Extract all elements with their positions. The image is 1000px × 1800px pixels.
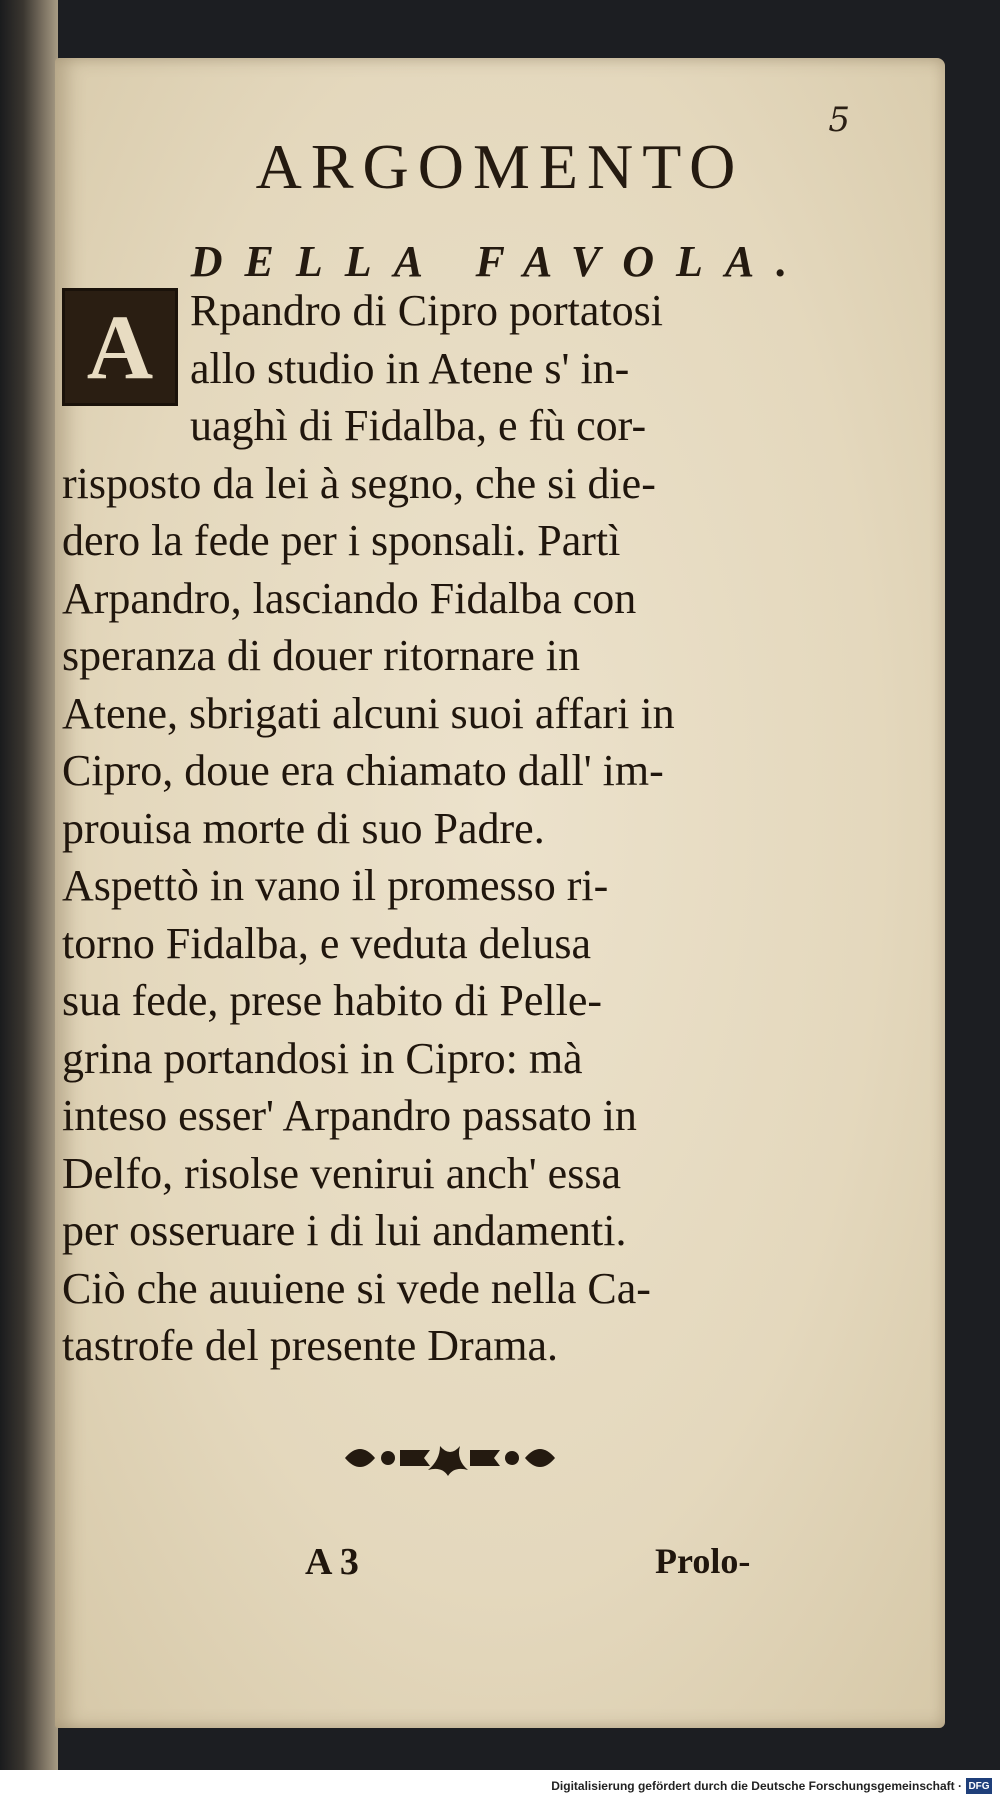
text-line: inteso esser' Arpandro passato in [62, 1091, 637, 1140]
page-number: 5 [828, 100, 850, 140]
printer-ornament [340, 1438, 560, 1480]
text-line: Delfo, risolse venirui anch' essa [62, 1148, 621, 1198]
page-subtitle: DELLA FAVOLA. [190, 237, 810, 286]
text-line: Rpandro di Cipro portatosi [190, 286, 663, 335]
text-line: Atene, sbrigati alcuni suoi affari in [62, 688, 675, 738]
footer-bar [0, 1770, 1000, 1800]
drop-cap-initial: A [62, 288, 178, 406]
text-line: allo studio in Atene s' in- [190, 343, 630, 393]
text-line: prouisa morte di suo Padre. [62, 803, 545, 853]
text-line: risposto da lei à segno, che si die- [62, 458, 656, 508]
text-line: Cipro, doue era chiamato dall' im- [62, 746, 664, 795]
dfg-logo-icon: DFG [966, 1778, 992, 1794]
text-line: Ciò che auuiene si vede nella Ca- [62, 1263, 651, 1313]
catchword: Prolo- [655, 1541, 751, 1581]
page-title: ARGOMENTO [255, 131, 745, 202]
text-line: torno Fidalba, e veduta delusa [62, 918, 592, 968]
text-line: per osseruare i di lui andamenti. [62, 1206, 627, 1255]
text-line: tastrofe del presente Drama. [62, 1321, 558, 1370]
text-line: sua fede, prese habito di Pelle- [62, 976, 603, 1025]
signature-mark: A 3 [305, 1541, 359, 1583]
argument-text [62, 282, 852, 1375]
book-gutter [0, 0, 58, 1800]
text-line: grina portandosi in Cipro: mà [62, 1033, 583, 1083]
text-line: Aspettò in vano il promesso ri- [62, 861, 609, 910]
text-line: uaghì di Fidalba, e fù cor- [190, 401, 647, 450]
text-line: Arpandro, lasciando Fidalba con [62, 573, 637, 623]
funding-credit: Digitalisierung gefördert durch die Deutsche Forschungsgemeinschaft · [551, 1779, 962, 1793]
text-line: speranza di douer ritornare in [62, 631, 580, 680]
text-line: dero la fede per i sponsali. Partì [62, 516, 621, 565]
